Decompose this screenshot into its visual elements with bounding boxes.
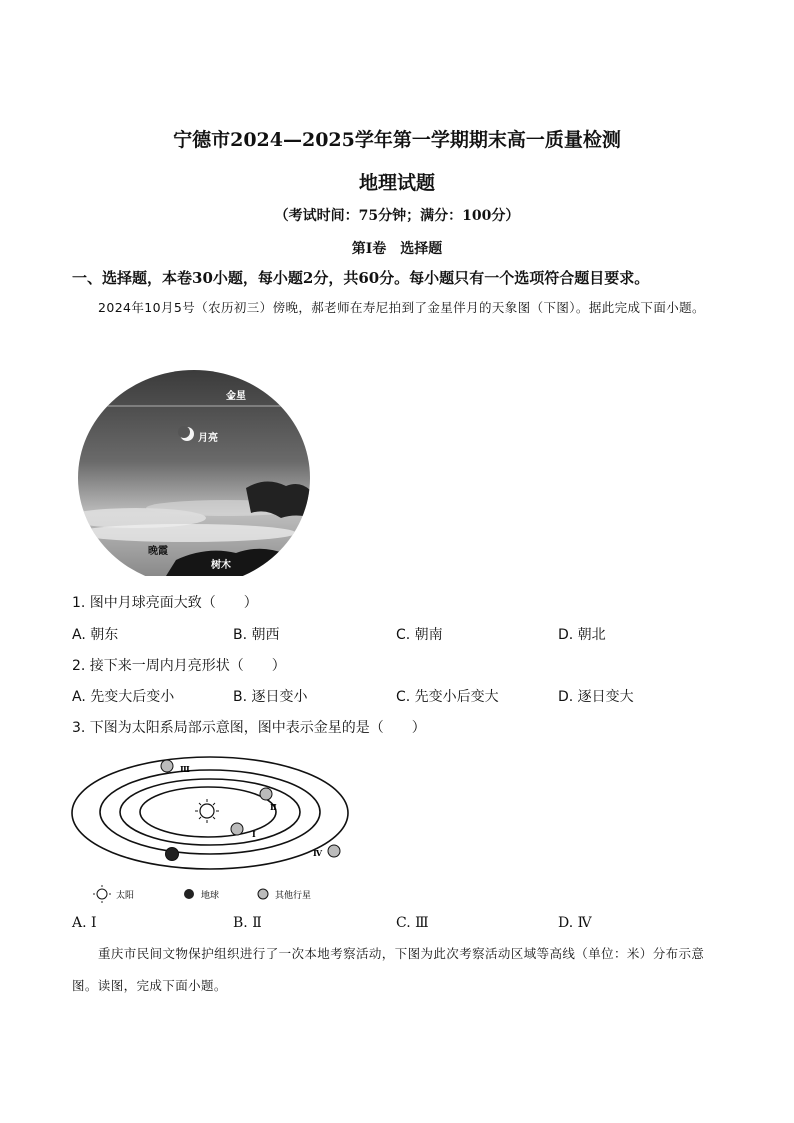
orbit-label-iii: Ⅲ — [180, 764, 190, 774]
planet-i-icon — [231, 823, 243, 835]
q3-option-a[interactable]: A. Ⅰ — [72, 915, 97, 931]
moon-label: 月亮 — [198, 433, 218, 444]
q1-option-c[interactable]: C. 朝南 — [396, 627, 443, 643]
legend-sun-label: 太阳 — [116, 891, 135, 901]
subject-title: 地理试题 — [358, 172, 435, 194]
legend-other-label: 其他行星 — [275, 891, 312, 901]
legend-sun-icon — [93, 885, 111, 903]
question-3-stem: 3. 下图为太阳系局部示意图，图中表示金星的是（ ） — [72, 720, 426, 736]
planet-iii-icon — [161, 760, 173, 772]
solar-system-diagram — [70, 748, 360, 908]
q1-option-a[interactable]: A. 朝东 — [72, 627, 119, 643]
sun-icon — [195, 799, 219, 823]
q2-option-b[interactable]: B. 逐日变小 — [233, 689, 308, 705]
q2-option-a[interactable]: A. 先变大后变小 — [72, 689, 175, 705]
venus-label: 金星 — [226, 391, 246, 402]
solar-system-figure — [70, 748, 360, 908]
q2-option-c[interactable]: C. 先变小后变大 — [396, 689, 499, 705]
section-heading: 一、选择题，本卷30小题，每小题2分，共60分。每小题只有一个选项符合题目要求。 — [72, 269, 650, 287]
legend-earth-label: 地球 — [201, 891, 220, 901]
glow-label: 晚霞 — [148, 546, 168, 557]
planet-iv-icon — [328, 845, 340, 857]
legend-other-planet-icon — [258, 889, 268, 899]
planet-ii-icon — [260, 788, 272, 800]
sky-photo — [76, 368, 312, 576]
intro-paragraph: 2024年10月5号（农历初三）傍晚，郝老师在寿尼拍到了金星伴月的天象图（下图）。据此完成下面小题。 — [98, 300, 705, 315]
question-1-stem: 1. 图中月球亮面大致（ ） — [72, 595, 258, 611]
section2-intro: 重庆市民间文物保护组织进行了一次本地考察活动，下图为此次考察活动区域等高线（单位：米）分布示意图。读图，完成下面小题。 — [72, 946, 705, 993]
q1-option-b[interactable]: B. 朝西 — [233, 627, 280, 643]
volume-title: 第Ⅰ卷 选择题 — [351, 241, 443, 257]
orbit-label-iv: Ⅳ — [313, 848, 323, 858]
legend-earth-icon — [184, 889, 194, 899]
exam-title: 宁德市2024—2025学年第一学期期末高一质量检测 — [173, 129, 621, 151]
q1-option-d[interactable]: D. 朝北 — [558, 627, 606, 643]
earth-icon — [166, 848, 179, 861]
question-2-stem: 2. 接下来一周内月亮形状（ ） — [72, 658, 286, 674]
sky-photo-figure — [76, 368, 312, 576]
q2-option-d[interactable]: D. 逐日变大 — [558, 689, 634, 705]
q3-option-b[interactable]: B. Ⅱ — [233, 915, 262, 931]
orbit-label-i: Ⅰ — [252, 829, 256, 839]
tree-label: 树木 — [211, 560, 231, 571]
q3-option-c[interactable]: C. Ⅲ — [396, 915, 429, 931]
exam-info: （考试时间：75分钟；满分：100分） — [274, 208, 520, 224]
q3-option-d[interactable]: D. Ⅳ — [558, 915, 592, 931]
orbit-label-ii: Ⅱ — [270, 802, 277, 812]
